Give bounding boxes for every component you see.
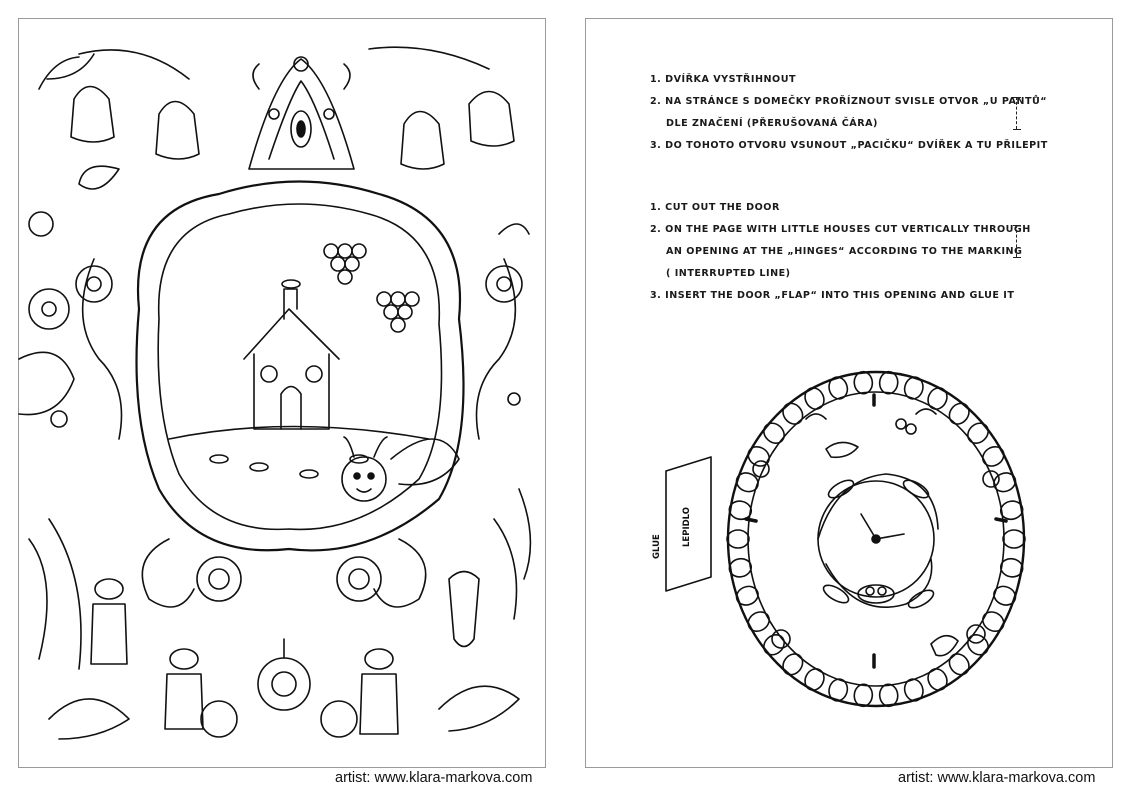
pebble — [853, 684, 873, 708]
fairy-child — [342, 437, 459, 501]
instruction-en-2-cont: AN OPENING AT THE „HINGES“ ACCORDING TO THE MARKING — [666, 246, 1023, 257]
pebble — [853, 371, 873, 395]
grape-bunches — [324, 244, 419, 332]
instruction-en-3: 3. INSERT THE DOOR „FLAP“ INTO THIS OPENING AND GLUE IT — [650, 290, 1015, 301]
pebble — [925, 666, 951, 694]
pebble — [802, 666, 828, 694]
pebble — [945, 650, 973, 678]
pebble — [802, 385, 828, 413]
door-cutout — [586, 19, 1114, 769]
artist-credit-right: artist: www.klara-markova.com — [898, 770, 1096, 786]
glue-tab-label-cz: LEPIDLO — [682, 506, 692, 547]
pebble — [945, 399, 973, 427]
instruction-en-2-note: ( INTERRUPTED LINE) — [666, 268, 791, 279]
pebble — [879, 371, 899, 395]
artist-credit-left: artist: www.klara-markova.com — [335, 770, 533, 786]
ornamental-frame — [76, 182, 522, 608]
instruction-cz-2-cont: DLE ZNAČENÍ (PŘERUŠOVANÁ ČÁRA) — [666, 118, 878, 129]
pebble — [902, 677, 925, 703]
pebble — [979, 608, 1007, 635]
pebble — [925, 385, 951, 413]
glue-tab-label-en: GLUE — [652, 534, 662, 559]
left-coloring-page — [18, 18, 546, 768]
instruction-cz-3: 3. DO TOHOTO OTVORU VSUNOUT „PACIČKU“ DVÍŘEK A TU PŘILEPIT — [650, 140, 1048, 151]
pebble — [827, 375, 850, 401]
instruction-en-1: 1. CUT OUT THE DOOR — [650, 202, 780, 213]
pebble — [964, 631, 992, 659]
pebble — [779, 399, 807, 427]
pebble — [902, 375, 925, 401]
right-instruction-page — [585, 18, 1113, 768]
pebble — [879, 684, 899, 708]
door-decorations — [753, 409, 999, 656]
pebble — [964, 419, 992, 447]
side-foliage — [19, 166, 530, 739]
fairy-house — [244, 280, 339, 429]
fairy-garden-illustration — [19, 19, 547, 769]
instruction-cz-1: 1. DVÍŘKA VYSTŘIHNOUT — [650, 74, 797, 85]
pebble — [779, 650, 807, 678]
crown-ornament — [249, 57, 354, 169]
instruction-en-2: 2. ON THE PAGE WITH LITTLE HOUSES CUT VERTICALLY THROUGH — [650, 224, 1031, 235]
pebble — [827, 677, 850, 703]
pebble — [745, 608, 773, 635]
ground — [169, 427, 429, 479]
pebble — [760, 419, 788, 447]
pebble — [979, 443, 1007, 470]
pebble — [727, 530, 749, 548]
pebble — [1003, 530, 1025, 548]
instruction-cz-2: 2. NA STRÁNCE S DOMEČKY PROŘÍZNOUT SVISLE OTVOR „U PANTŮ“ — [650, 96, 1048, 107]
bell-flowers — [39, 47, 514, 169]
branch-wreath — [818, 474, 938, 611]
